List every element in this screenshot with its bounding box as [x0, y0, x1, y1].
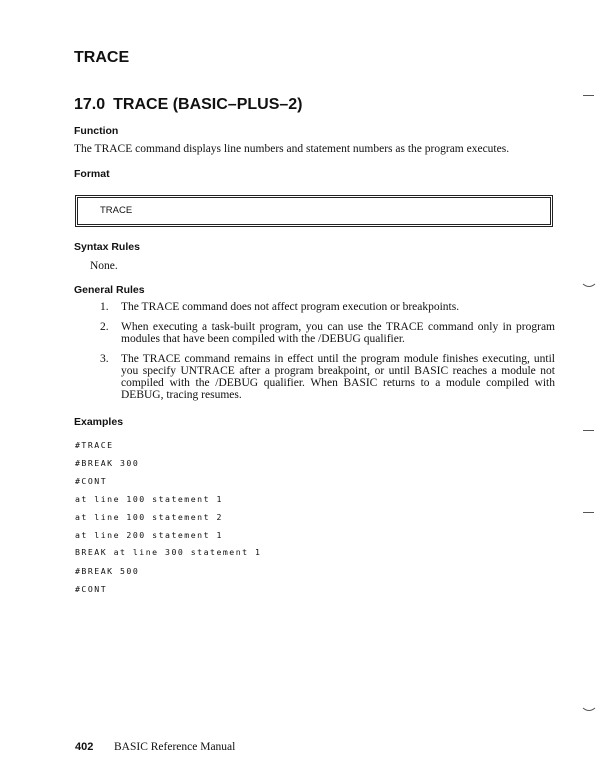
margin-tick-mark: [583, 512, 594, 513]
code-line: #BREAK 500: [75, 566, 140, 576]
syntax-rules-text: None.: [90, 260, 118, 272]
footer-page-number: 402: [75, 741, 94, 753]
code-line: #CONT: [75, 476, 108, 486]
code-line: #TRACE: [75, 440, 114, 450]
section-title-text: TRACE (BASIC–PLUS–2): [113, 96, 303, 113]
rule-marker: 2.: [100, 321, 109, 333]
function-text: The TRACE command displays line numbers and statement numbers as the program executes.: [74, 143, 510, 155]
function-heading: Function: [74, 125, 119, 137]
format-heading: Format: [74, 168, 110, 180]
rule-marker: 1.: [100, 301, 109, 313]
code-line: #CONT: [75, 584, 108, 594]
margin-tick-mark: [583, 430, 594, 431]
footer-manual-title: BASIC Reference Manual: [114, 741, 236, 753]
rule-text: The TRACE command does not affect program execution or breakpoints.: [121, 301, 460, 313]
code-line: at line 100 statement 2: [75, 512, 223, 522]
examples-heading: Examples: [74, 416, 124, 428]
general-rules-heading: General Rules: [74, 284, 145, 296]
margin-tick-mark: [583, 95, 594, 96]
code-line: BREAK at line 300 statement 1: [75, 547, 262, 557]
code-line: #BREAK 300: [75, 458, 140, 468]
code-line: at line 200 statement 1: [75, 530, 223, 540]
margin-curve-mark: [582, 707, 596, 713]
rule-text: The TRACE command remains in effect until the program module finishes executing, until you specify UNTRACE after a program breakpoint, or until BASIC reaches a module not compiled with the /DEBUG qualifier. When BASIC returns to a module compiled with DEBUG, tracing resumes.: [121, 353, 555, 401]
rule-text: When executing a task-built program, you can use the TRACE command only in program modules that have been compiled with the /DEBUG qualifier.: [121, 321, 555, 345]
syntax-rules-heading: Syntax Rules: [74, 241, 140, 253]
margin-curve-mark: [582, 283, 596, 289]
section-title: [74, 96, 303, 114]
format-box: [75, 195, 553, 227]
rule-marker: 3.: [100, 353, 109, 365]
format-syntax: TRACE: [100, 205, 133, 216]
code-line: at line 100 statement 1: [75, 494, 223, 504]
section-number: 17.0: [74, 96, 106, 113]
page-title: TRACE: [74, 49, 130, 66]
